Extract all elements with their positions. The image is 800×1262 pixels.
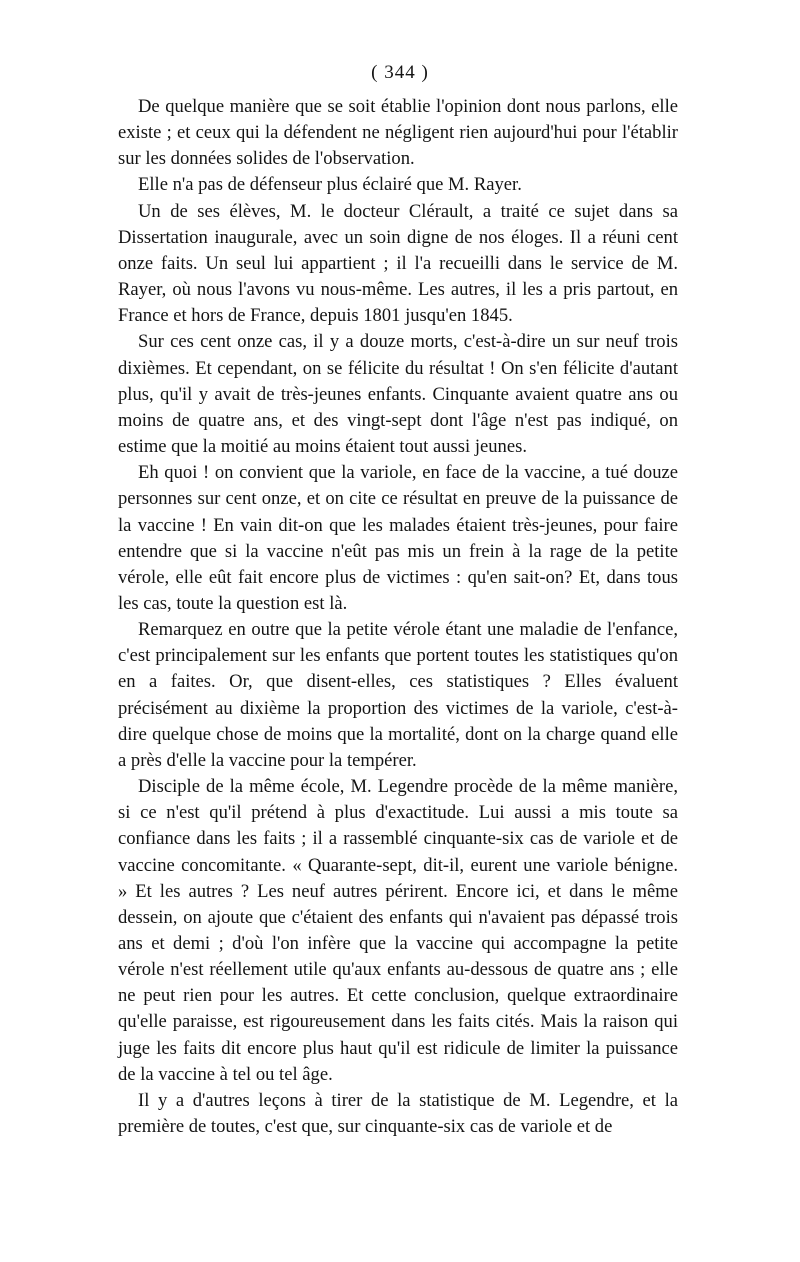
paragraph: Eh quoi ! on convient que la variole, en face de la vaccine, a tué douze personnes sur cent onze, et on cite ce résultat en preuve de la puissance de la vaccine ! En vain dit-on que les malades étaient très-jeunes, pour faire entendre que si la vaccine n'eût pas mis un frein à la rage de la petite vérole, elle eût fait encore plus de victimes : qu'en sait-on? Et, dans tous les cas, toute la question est là. [118, 462, 678, 614]
paragraph: Remarquez en outre que la petite vérole étant une maladie de l'enfance, c'est principalement sur les enfants que portent toutes les statistiques qu'on en a faites. Or, que disent-elles, ces statistiques ? Elles évaluent précisément au dixième la proportion des victimes de la variole, c'est-à-dire quelque chose de moins que la mortalité, dont on la charge quand elle a près d'elle la vaccine pour la tempérer. [118, 619, 678, 771]
paragraph: De quelque manière que se soit établie l'opinion dont nous parlons, elle existe ; et ceux qui la défendent ne négligent rien aujourd'hui pour l'établir sur les données solides de l'observation. [118, 96, 678, 170]
paragraph: Il y a d'autres leçons à tirer de la statistique de M. Legendre, et la première de toutes, c'est que, sur cinquante-six cas de variole et de [118, 1089, 678, 1138]
page-number: ( 344 ) [371, 62, 429, 83]
paragraph: Sur ces cent onze cas, il y a douze morts, c'est-à-dire un sur neuf trois dixièmes. Et cependant, on se félicite du résultat ! On s'en félicite d'autant plus, qu'il y avait de très-jeunes enfants. Cinquante avaient quatre ans ou moins de quatre ans, et des vingt-sept dont l'âge n'est pas indiqué, on estime que la moitié au moins étaient tout aussi jeunes. [118, 331, 678, 458]
paragraph: Un de ses élèves, M. le docteur Clérault, a traité ce sujet dans sa Dissertation inaugurale, avec un soin digne de nos éloges. Il a réuni cent onze faits. Un seul lui appartient ; il l'a recueilli dans le service de M. Rayer, où nous l'avons vu nous-même. Les autres, il les a pris partout, en France et hors de France, depuis 1801 jusqu'en 1845. [118, 200, 678, 327]
paragraph: Elle n'a pas de défenseur plus éclairé que M. Rayer. [138, 174, 522, 196]
paragraph: Disciple de la même école, M. Legendre procède de la même manière, si ce n'est qu'il prétend à plus d'exactitude. Lui aussi a mis toute sa confiance dans les faits ; il a rassemblé cinquante-six cas de variole et de vaccine concomitante. « Quarante-sept, dit-il, eurent une variole bénigne. » Et les autres ? Les neuf autres périrent. Encore ici, et dans le même dessein, on ajoute que c'étaient des enfants qui n'avaient pas dépassé trois ans et demi ; d'où l'on infère que la vaccine qui accompagne la petite vérole n'est réellement utile qu'aux enfants au-dessous de quatre ans ; elle ne peut rien pour les autres. Et cette conclusion, quelque extraordinaire qu'elle paraisse, est rigoureusement dans les faits cités. Mais la raison qui juge les faits dit encore plus haut qu'il est ridicule de limiter la puissance de la vaccine à tel ou tel âge. [118, 776, 678, 1085]
body-text [118, 94, 678, 1140]
